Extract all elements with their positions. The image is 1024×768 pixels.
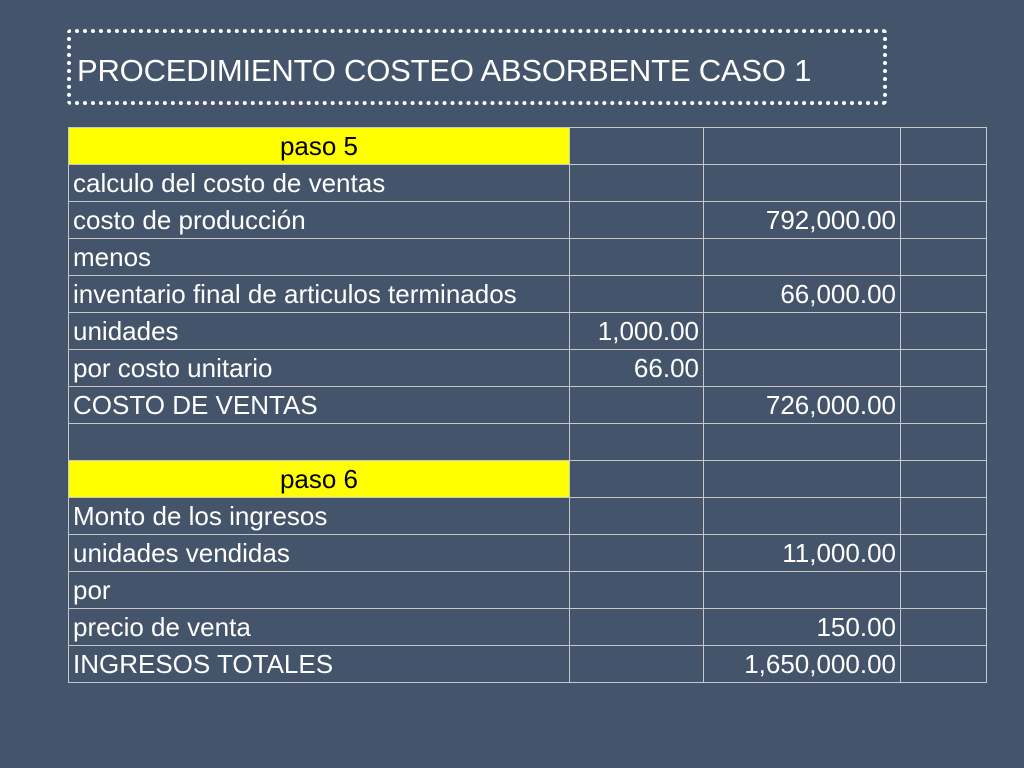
label-cell: unidades vendidas <box>69 535 570 572</box>
page-title: PROCEDIMIENTO COSTEO ABSORBENTE CASO 1 <box>77 53 812 88</box>
label-cell: precio de venta <box>69 609 570 646</box>
table-row <box>69 646 987 683</box>
label-cell: Monto de los ingresos <box>69 498 570 535</box>
table-row <box>69 535 987 572</box>
value-cell <box>901 498 987 535</box>
table-row <box>69 165 987 202</box>
table-row <box>69 572 987 609</box>
label-cell: INGRESOS TOTALES <box>69 646 570 683</box>
label-cell: COSTO DE VENTAS <box>69 387 570 424</box>
value-cell: 1,650,000.00 <box>704 646 901 683</box>
value-cell <box>901 350 987 387</box>
value-cell <box>901 128 987 165</box>
value-cell <box>570 461 704 498</box>
title-box <box>67 29 887 105</box>
label-cell: unidades <box>69 313 570 350</box>
table-row <box>69 498 987 535</box>
value-cell <box>901 646 987 683</box>
value-cell: 792,000.00 <box>704 202 901 239</box>
table-row <box>69 239 987 276</box>
value-cell <box>570 535 704 572</box>
value-cell: 150.00 <box>704 609 901 646</box>
value-cell <box>704 128 901 165</box>
value-cell <box>901 609 987 646</box>
value-cell <box>901 535 987 572</box>
label-cell <box>69 424 570 461</box>
value-cell: 66.00 <box>570 350 704 387</box>
value-cell <box>570 276 704 313</box>
value-cell: 1,000.00 <box>570 313 704 350</box>
value-cell <box>901 461 987 498</box>
value-cell <box>704 498 901 535</box>
cost-table <box>68 127 987 683</box>
cost-table-body <box>69 128 987 683</box>
table-row <box>69 350 987 387</box>
value-cell <box>901 313 987 350</box>
table-row <box>69 387 987 424</box>
label-cell: por costo unitario <box>69 350 570 387</box>
value-cell <box>570 387 704 424</box>
value-cell <box>570 572 704 609</box>
value-cell <box>901 276 987 313</box>
value-cell <box>901 165 987 202</box>
table-row <box>69 202 987 239</box>
label-cell: calculo del costo de ventas <box>69 165 570 202</box>
step-header-cell: paso 6 <box>69 461 570 498</box>
value-cell <box>901 572 987 609</box>
label-cell: inventario final de articulos terminados <box>69 276 570 313</box>
value-cell <box>570 609 704 646</box>
label-cell: costo de producción <box>69 202 570 239</box>
table-row <box>69 609 987 646</box>
value-cell <box>901 424 987 461</box>
table-row <box>69 424 987 461</box>
value-cell <box>704 461 901 498</box>
label-cell: menos <box>69 239 570 276</box>
table-row <box>69 313 987 350</box>
label-cell: por <box>69 572 570 609</box>
value-cell <box>570 646 704 683</box>
table-row <box>69 128 987 165</box>
value-cell: 11,000.00 <box>704 535 901 572</box>
value-cell <box>570 498 704 535</box>
value-cell <box>901 387 987 424</box>
table-row <box>69 276 987 313</box>
value-cell: 66,000.00 <box>704 276 901 313</box>
table-row <box>69 461 987 498</box>
value-cell <box>570 239 704 276</box>
value-cell <box>570 128 704 165</box>
value-cell <box>901 202 987 239</box>
value-cell <box>704 350 901 387</box>
value-cell <box>570 165 704 202</box>
value-cell <box>704 424 901 461</box>
value-cell <box>704 165 901 202</box>
value-cell <box>704 313 901 350</box>
value-cell <box>570 424 704 461</box>
value-cell <box>704 239 901 276</box>
value-cell <box>704 572 901 609</box>
value-cell <box>901 239 987 276</box>
value-cell: 726,000.00 <box>704 387 901 424</box>
value-cell <box>570 202 704 239</box>
step-header-cell: paso 5 <box>69 128 570 165</box>
